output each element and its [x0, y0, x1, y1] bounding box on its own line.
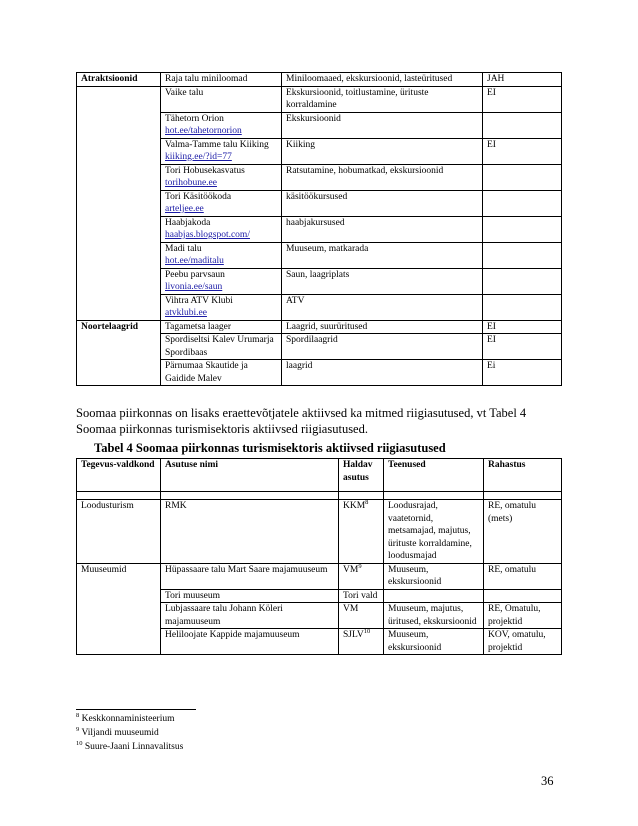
flag-cell	[483, 242, 562, 268]
header-owner: Haldav asutus	[339, 459, 384, 492]
page-number: 36	[541, 774, 554, 788]
footnote-ref: 9	[358, 563, 362, 570]
table-row	[77, 73, 562, 87]
flag-cell: Ei	[483, 360, 562, 386]
header-area: Tegevus-valdkond	[77, 459, 161, 492]
table-row	[77, 500, 562, 564]
name-cell	[161, 112, 282, 138]
desc-cell: Kiiking	[282, 138, 483, 164]
footnote-ref: 8	[365, 499, 369, 506]
place-name: Haabjakoda	[165, 217, 211, 228]
owner-text: SJLV	[343, 630, 364, 640]
flag-cell	[483, 268, 562, 294]
place-link[interactable]: haabjas.blogspot.com/	[165, 230, 250, 240]
footnote-ref: 10	[363, 628, 371, 635]
table-row	[77, 320, 562, 334]
name-cell	[161, 138, 282, 164]
footnote-divider	[76, 709, 196, 710]
institution-cell: RMK	[161, 500, 339, 564]
flag-cell	[483, 112, 562, 138]
flag-cell: EI	[483, 86, 562, 112]
desc-cell: Ekskursioonid	[282, 112, 483, 138]
desc-cell: Spordilaagrid	[282, 334, 483, 360]
institution-cell: Lubjassaare talu Johann Köleri majamuuseum	[161, 603, 339, 629]
owner-cell	[339, 589, 384, 603]
place-link[interactable]: hot.ee/tahetornorion	[165, 126, 242, 136]
name-cell	[161, 216, 282, 242]
table-row	[77, 86, 562, 112]
place-link[interactable]: arteljee.ee	[165, 204, 204, 214]
flag-cell: EI	[483, 320, 562, 334]
area-cell: Loodusturism	[77, 500, 161, 564]
services-cell: Muuseum, ekskursioonid	[384, 563, 484, 589]
place-name: Tori Hobusekasvatus	[165, 165, 245, 176]
name-cell: Tagametsa laager	[161, 320, 282, 334]
place-name: Madi talu	[165, 243, 202, 254]
desc-cell: Saun, laagriplats	[282, 268, 483, 294]
desc-cell: Muuseum, matkarada	[282, 242, 483, 268]
attractions-table	[76, 72, 562, 386]
table-caption: Tabel 4 Soomaa piirkonnas turismisektoris aktiivsed riigiasutused	[94, 441, 446, 455]
institution-cell: Hüpassaare talu Mart Saare majamuuseum	[161, 563, 339, 589]
desc-cell: Miniloomaaed, ekskursioonid, lasteüritused	[282, 73, 483, 87]
footnote	[76, 726, 183, 740]
spacer-cell	[484, 492, 562, 500]
funding-cell	[484, 589, 562, 603]
category-cell	[77, 86, 161, 320]
footnote-number: 9	[76, 726, 80, 733]
desc-cell: haabjakursused	[282, 216, 483, 242]
name-cell	[161, 242, 282, 268]
place-link[interactable]: kiiking.ee/?id=77	[165, 152, 232, 162]
header-services: Teenused	[384, 459, 484, 492]
services-cell: Loodusrajad, vaatetornid, metsamajad, majutus, ürituste korraldamine, loodusmajad	[384, 500, 484, 564]
owner-cell	[339, 629, 384, 655]
footnote-text: Viljandi muuseumid	[81, 728, 159, 738]
desc-cell: Laagrid, suurüritused	[282, 320, 483, 334]
funding-cell: RE, omatulu (mets)	[484, 500, 562, 564]
flag-cell: JAH	[483, 73, 562, 87]
funding-cell: RE, omatulu	[484, 563, 562, 589]
name-cell: Vaike talu	[161, 86, 282, 112]
name-cell: Raja talu miniloomad	[161, 73, 282, 87]
spacer-cell	[161, 492, 339, 500]
footnote	[76, 740, 183, 754]
footnote-text: Suure-Jaani Linnavalitsus	[84, 742, 184, 752]
services-cell	[384, 589, 484, 603]
footnote-number: 10	[76, 740, 83, 747]
owner-cell	[339, 500, 384, 564]
services-cell: Muuseum, majutus, üritused, ekskursioonid	[384, 603, 484, 629]
place-name: Tähetorn Orion	[165, 113, 224, 124]
footnote-text: Keskkonnaministeerium	[81, 714, 175, 724]
place-link[interactable]: atvklubi.ee	[165, 308, 207, 318]
owner-cell	[339, 563, 384, 589]
flag-cell	[483, 164, 562, 190]
spacer-row	[77, 492, 562, 500]
desc-cell: Ratsutamine, hobumatkad, ekskursioonid	[282, 164, 483, 190]
table-row	[77, 563, 562, 589]
owner-text: VM	[343, 564, 359, 575]
name-cell	[161, 268, 282, 294]
flag-cell	[483, 216, 562, 242]
name-cell	[161, 164, 282, 190]
place-name: Valma-Tamme talu Kiiking	[165, 139, 269, 150]
header-funding: Rahastus	[484, 459, 562, 492]
services-cell: Muuseum, ekskursioonid	[384, 629, 484, 655]
flag-cell	[483, 190, 562, 216]
name-cell	[161, 190, 282, 216]
place-link[interactable]: torihobune.ee	[165, 178, 217, 188]
owner-text: Tori vald	[343, 590, 378, 601]
funding-cell: RE, Omatulu, projektid	[484, 603, 562, 629]
desc-cell: Ekskursioonid, toitlustamine, ürituste korraldamine	[282, 86, 483, 112]
header-name: Asutuse nimi	[161, 459, 339, 492]
place-name: Tori Käsitöökoda	[165, 191, 232, 202]
category-cell: Atraktsioonid	[77, 73, 161, 87]
owner-cell	[339, 603, 384, 629]
owner-text: VM	[343, 604, 359, 614]
state-institutions-table	[76, 458, 562, 655]
spacer-cell	[384, 492, 484, 500]
footnote	[76, 712, 183, 726]
place-name: Vihtra ATV Klubi	[165, 295, 233, 306]
institution-cell: Tori muuseum	[161, 589, 339, 603]
body-paragraph: Soomaa piirkonnas on lisaks eraettevõtjatele aktiivsed ka mitmed riigiasutused, vt Tabel 4 Soomaa piirkonnas turismisektoris aktiivsed riigiasutused.	[76, 406, 527, 436]
flag-cell: EI	[483, 334, 562, 360]
place-link[interactable]: livonia.ee/saun	[165, 282, 223, 292]
table-header-row	[77, 459, 562, 492]
footnote-number: 8	[76, 712, 80, 719]
name-cell: Pärnumaa Skautide ja Gaidide Malev	[161, 360, 282, 386]
footnotes	[76, 712, 183, 754]
institution-cell: Heliloojate Kappide majamuuseum	[161, 629, 339, 655]
category-cell: Noortelaagrid	[77, 320, 161, 386]
place-name: Peebu parvsaun	[165, 269, 225, 280]
name-cell	[161, 294, 282, 320]
area-cell: Muuseumid	[77, 563, 161, 655]
flag-cell: EI	[483, 138, 562, 164]
flag-cell	[483, 294, 562, 320]
owner-text: KKM	[343, 501, 366, 511]
name-cell: Spordiseltsi Kalev Urumarja Spordibaas	[161, 334, 282, 360]
place-link[interactable]: hot.ee/maditalu	[165, 256, 224, 266]
spacer-cell	[339, 492, 384, 500]
desc-cell: laagrid	[282, 360, 483, 386]
desc-cell: käsitöökursused	[282, 190, 483, 216]
funding-cell: KOV, omatulu, projektid	[484, 629, 562, 655]
spacer-cell	[77, 492, 161, 500]
desc-cell: ATV	[282, 294, 483, 320]
